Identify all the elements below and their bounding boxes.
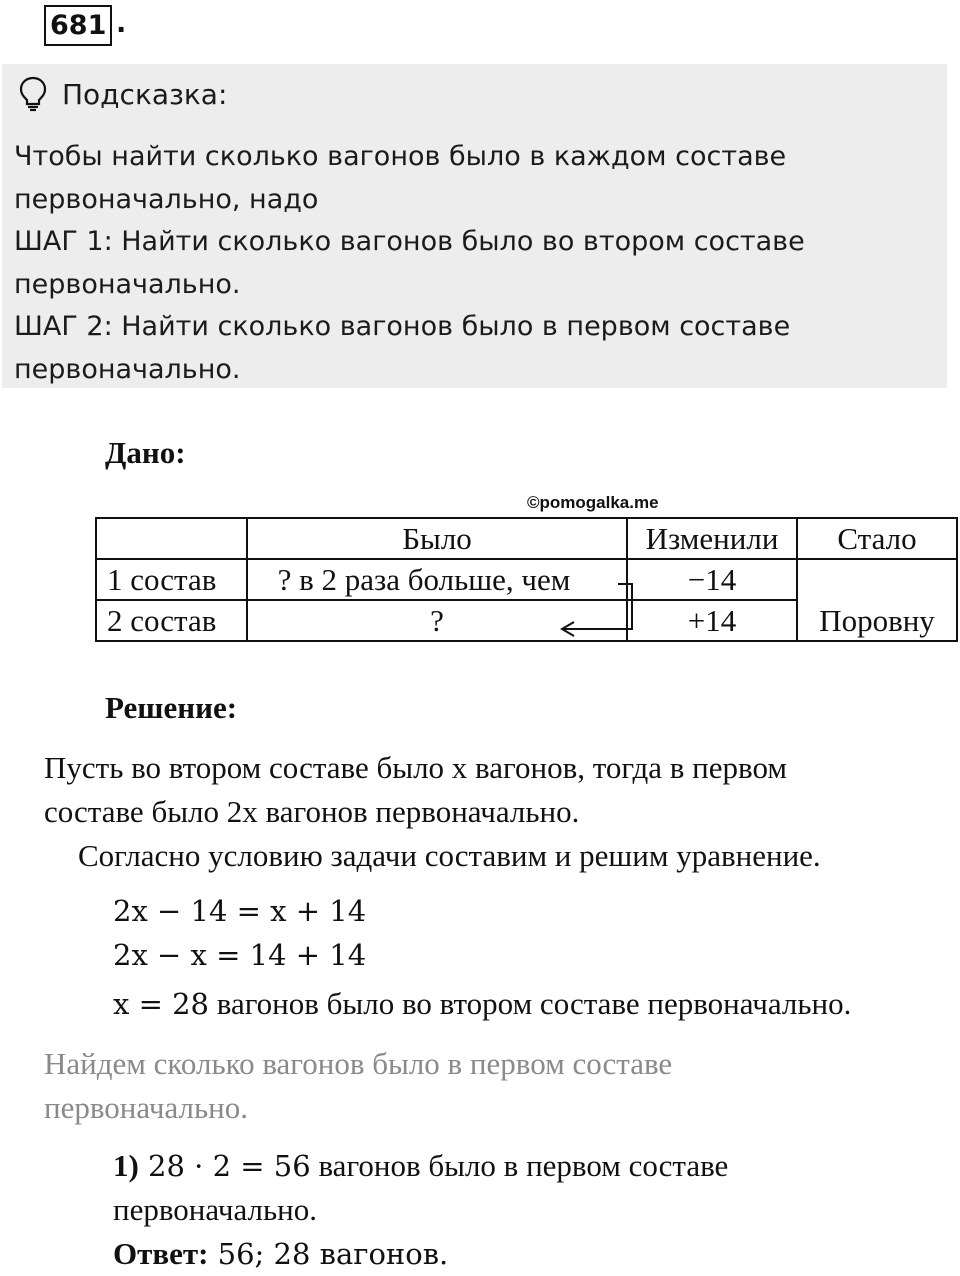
equation-3-text: вагонов было во втором составе первоначально. xyxy=(209,986,852,1021)
hint-step-2 xyxy=(14,306,934,391)
table-header-row xyxy=(96,518,957,559)
hint-intro: Чтобы найти сколько вагонов было в каждом составе первоначально, надо xyxy=(14,141,787,215)
given-table xyxy=(95,517,958,642)
hint-header xyxy=(18,74,227,114)
became-cell xyxy=(797,559,957,641)
row-1-changed: −14 xyxy=(627,559,797,600)
hint-box xyxy=(2,64,947,388)
row-1-name: 1 состав xyxy=(96,559,247,600)
answer xyxy=(113,1232,448,1276)
hint-step-1-label: ШАГ 1: xyxy=(14,226,113,257)
equation-3 xyxy=(113,982,851,1026)
step-1 xyxy=(113,1144,728,1188)
lightbulb-icon xyxy=(18,76,48,112)
watermark: ©pomogalka.me xyxy=(527,493,659,512)
given-heading: Дано: xyxy=(105,435,186,470)
comparison-arrow-icon xyxy=(540,570,640,640)
solution-intro-1: Пусть во втором составе было x вагонов, тогда в первом xyxy=(44,750,787,785)
hint-step-1 xyxy=(14,221,934,306)
solution-intro-3: Согласно условию задачи составим и решим уравнение. xyxy=(78,838,821,873)
solution-heading: Решение: xyxy=(105,690,238,725)
hint-step-2-text: Найти сколько вагонов было в первом составе первоначально. xyxy=(14,311,791,385)
table-header-changed: Изменили xyxy=(627,518,797,559)
equation-2: 2x − x = 14 + 14 xyxy=(113,938,367,972)
equation-1: 2x − 14 = x + 14 xyxy=(113,894,367,928)
answer-label: Ответ: xyxy=(113,1236,209,1271)
step-1-text: вагонов было в первом составе xyxy=(310,1148,729,1183)
solution-intro-2: составе было 2x вагонов первоначально. xyxy=(44,794,580,829)
hint-body xyxy=(14,136,934,391)
table-header-was: Было xyxy=(247,518,627,559)
answer-text: 56; 28 вагонов. xyxy=(208,1237,449,1271)
row-1-was: ? в 2 раза больше, чем xyxy=(247,559,627,600)
find-text-1: Найдем сколько вагонов было в первом составе xyxy=(44,1046,673,1081)
row-2-name: 2 состав xyxy=(96,600,247,641)
equation-3-math: x = 28 xyxy=(113,987,209,1021)
table-row xyxy=(96,559,957,600)
step-1-label: 1) xyxy=(113,1148,139,1183)
hint-title: Подсказка: xyxy=(62,77,228,111)
row-2-was: ? xyxy=(247,600,627,641)
row-2-changed: +14 xyxy=(627,600,797,641)
became-value: Поровну xyxy=(819,603,935,638)
table-header-became: Стало xyxy=(797,518,957,559)
find-text-2: первоначально. xyxy=(44,1090,248,1125)
step-1-math: 28 · 2 = 56 xyxy=(138,1149,311,1183)
table-header-empty xyxy=(96,518,247,559)
hint-step-2-label: ШАГ 2: xyxy=(14,311,113,342)
problem-number-dot: . xyxy=(116,8,127,39)
hint-step-1-text: Найти сколько вагонов было во втором составе первоначально. xyxy=(14,226,805,300)
step-1-text-2: первоначально. xyxy=(113,1192,317,1227)
problem-number: 681 xyxy=(44,5,112,46)
